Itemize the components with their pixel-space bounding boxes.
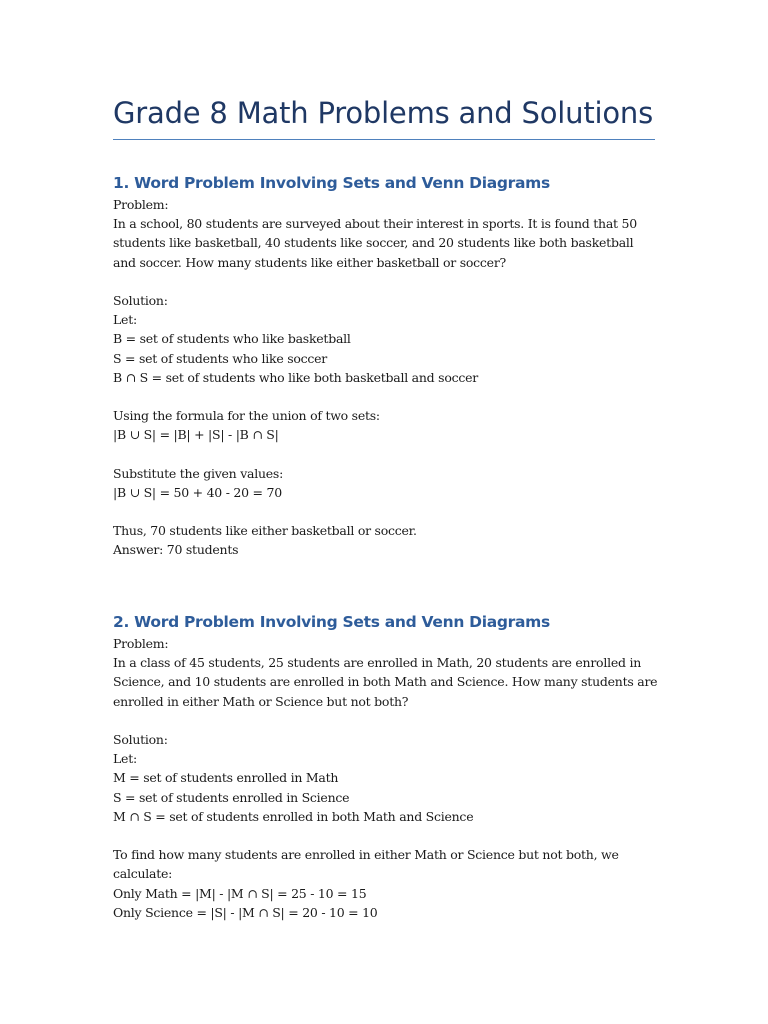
substitute-intro: Substitute the given values: bbox=[113, 465, 284, 481]
definition-line: M = set of students enrolled in Math bbox=[113, 770, 339, 786]
problem-text: In a school, 80 students are surveyed about their interest in sports. It is found that 50 students like basketball, 40 students like soccer, and 20 students like both basketball and soccer. How many students like either basketball or soccer? bbox=[113, 216, 637, 270]
section-2-body bbox=[113, 634, 658, 922]
definition-line: M ∩ S = set of students enrolled in both Math and Science bbox=[113, 808, 474, 824]
problem-label: Problem: bbox=[113, 197, 169, 212]
solution-label: Solution: bbox=[113, 731, 168, 747]
union-formula: |B ∪ S| = |B| + |S| - |B ∩ S| bbox=[113, 427, 279, 443]
calculation-intro: To find how many students are enrolled in either Math or Science but not both, we calculate: bbox=[113, 847, 619, 882]
blank-line bbox=[113, 711, 658, 730]
substitution-line: |B ∪ S| = 50 + 40 - 20 = 70 bbox=[113, 484, 282, 500]
blank-line bbox=[113, 272, 658, 291]
let-label: Let: bbox=[113, 751, 137, 767]
calculation-line: Only Math = |M| - |M ∩ S| = 25 - 10 = 15 bbox=[113, 885, 367, 901]
blank-line bbox=[113, 826, 658, 845]
answer-line: Answer: 70 students bbox=[113, 542, 239, 558]
let-label: Let: bbox=[113, 312, 137, 328]
title-underline bbox=[113, 139, 655, 140]
problem-text: In a class of 45 students, 25 students are enrolled in Math, 20 students are enrolled in Science, and 10 students are enrolled in both Math and Science. How many students are enrolled in either Math or Science but not both? bbox=[113, 655, 658, 709]
section-2 bbox=[113, 610, 658, 922]
section-1-heading: 1. Word Problem Involving Sets and Venn Diagrams bbox=[113, 174, 550, 192]
formula-intro: Using the formula for the union of two sets: bbox=[113, 408, 380, 424]
section-1 bbox=[113, 171, 658, 560]
definition-line: S = set of students who like soccer bbox=[113, 350, 328, 366]
section-2-heading: 2. Word Problem Involving Sets and Venn Diagrams bbox=[113, 613, 550, 631]
solution-label: Solution: bbox=[113, 292, 168, 308]
definition-line: B = set of students who like basketball bbox=[113, 331, 351, 347]
calculation-line: Only Science = |S| - |M ∩ S| = 20 - 10 = 10 bbox=[113, 904, 378, 920]
definition-line: B ∩ S = set of students who like both basketball and soccer bbox=[113, 369, 478, 385]
blank-line bbox=[113, 444, 658, 463]
definition-line: S = set of students enrolled in Science bbox=[113, 789, 350, 805]
section-1-body bbox=[113, 195, 658, 560]
blank-line bbox=[113, 387, 658, 406]
blank-line bbox=[113, 502, 658, 521]
problem-label: Problem: bbox=[113, 636, 169, 651]
conclusion-line: Thus, 70 students like either basketball or soccer. bbox=[113, 523, 417, 539]
document-title: Grade 8 Math Problems and Solutions bbox=[113, 96, 653, 130]
